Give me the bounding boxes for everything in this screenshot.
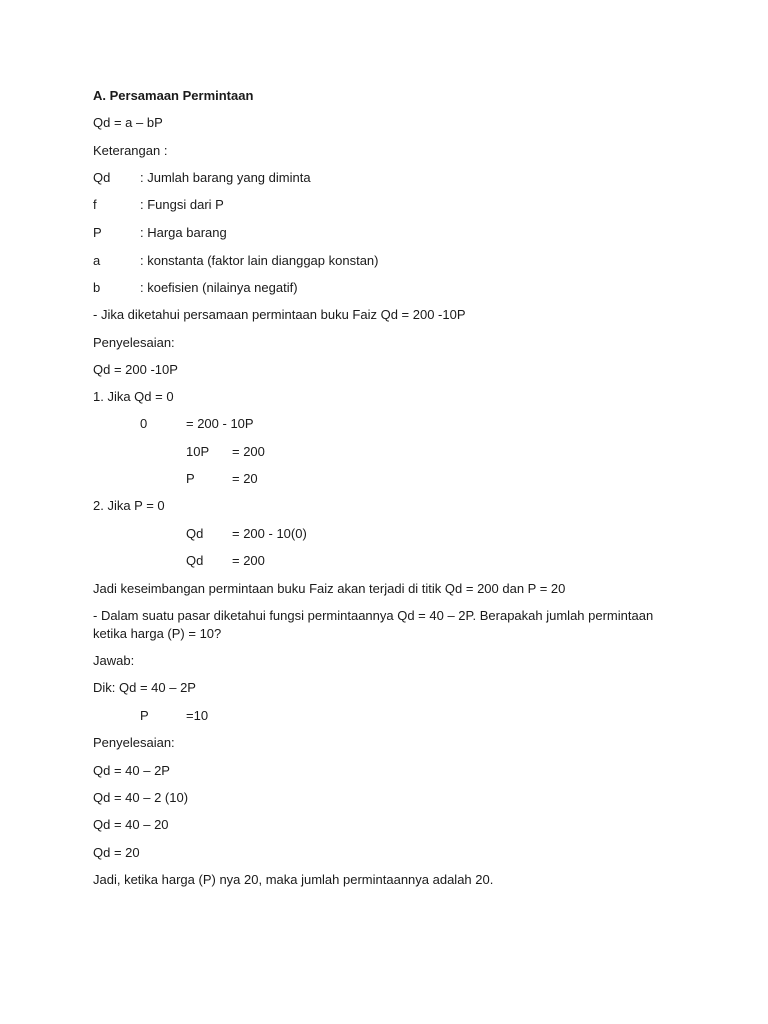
case1-row <box>186 471 486 487</box>
definition-term: Qd <box>93 170 111 185</box>
example2-dik-p-row <box>140 708 440 724</box>
case2-row <box>186 526 486 542</box>
example2-step: Qd = 40 – 2 (10) <box>93 790 189 805</box>
definition-term: P <box>93 225 102 240</box>
case2-row-left: Qd <box>186 553 204 568</box>
definition-row <box>93 197 593 213</box>
example2-step: Qd = 20 <box>93 845 140 860</box>
definition-row <box>93 253 593 269</box>
case2-title: 2. Jika P = 0 <box>93 498 165 513</box>
definition-desc: : konstanta (faktor lain dianggap konstan) <box>140 253 379 268</box>
case1-row <box>140 416 440 432</box>
dik-p-left: P <box>140 708 149 723</box>
case1-row-right: = 200 <box>232 444 265 459</box>
demand-formula: Qd = a – bP <box>93 115 163 130</box>
definition-row <box>93 225 593 241</box>
case1-row-left: 0 <box>140 416 148 431</box>
case1-row-left: 10P <box>186 444 210 459</box>
definition-row <box>93 280 593 296</box>
example2-question: - Dalam suatu pasar diketahui fungsi permintaannya Qd = 40 – 2P. Berapakah jumlah permintaan ketika harga (P) = 10? <box>93 608 654 641</box>
example2-step: Qd = 40 – 2P <box>93 763 170 778</box>
definition-desc: : Harga barang <box>140 225 227 240</box>
example2-step: Qd = 40 – 20 <box>93 817 169 832</box>
case2-row <box>186 553 486 569</box>
example1-penyelesaian: Penyelesaian: <box>93 335 175 350</box>
example2-jawab: Jawab: <box>93 653 135 668</box>
section-heading: A. Persamaan Permintaan <box>93 88 254 103</box>
case2-row-right: = 200 - 10(0) <box>232 526 307 541</box>
case1-row-right: = 200 - 10P <box>186 416 254 431</box>
case2-row-left: Qd <box>186 526 204 541</box>
keterangan-label: Keterangan : <box>93 143 168 158</box>
dik-p-right: =10 <box>186 708 209 723</box>
example1-equation: Qd = 200 -10P <box>93 362 178 377</box>
case1-row-left: P <box>186 471 195 486</box>
case2-row-right: = 200 <box>232 553 265 568</box>
definition-term: a <box>93 253 101 268</box>
case1-row-right: = 20 <box>232 471 258 486</box>
example1-conclusion: Jadi keseimbangan permintaan buku Faiz akan terjadi di titik Qd = 200 dan P = 20 <box>93 581 566 596</box>
case1-row <box>186 444 486 460</box>
example2-conclusion: Jadi, ketika harga (P) nya 20, maka jumlah permintaannya adalah 20. <box>93 872 494 887</box>
definition-row <box>93 170 593 186</box>
case1-title: 1. Jika Qd = 0 <box>93 389 174 404</box>
definition-desc: : Jumlah barang yang diminta <box>140 170 311 185</box>
definition-desc: : Fungsi dari P <box>140 197 224 212</box>
definition-term: f <box>93 197 97 212</box>
definition-desc: : koefisien (nilainya negatif) <box>140 280 298 295</box>
definition-term: b <box>93 280 101 295</box>
example1-statement: - Jika diketahui persamaan permintaan buku Faiz Qd = 200 -10P <box>93 307 466 322</box>
example2-penyelesaian: Penyelesaian: <box>93 735 175 750</box>
example2-dik: Dik: Qd = 40 – 2P <box>93 680 196 695</box>
